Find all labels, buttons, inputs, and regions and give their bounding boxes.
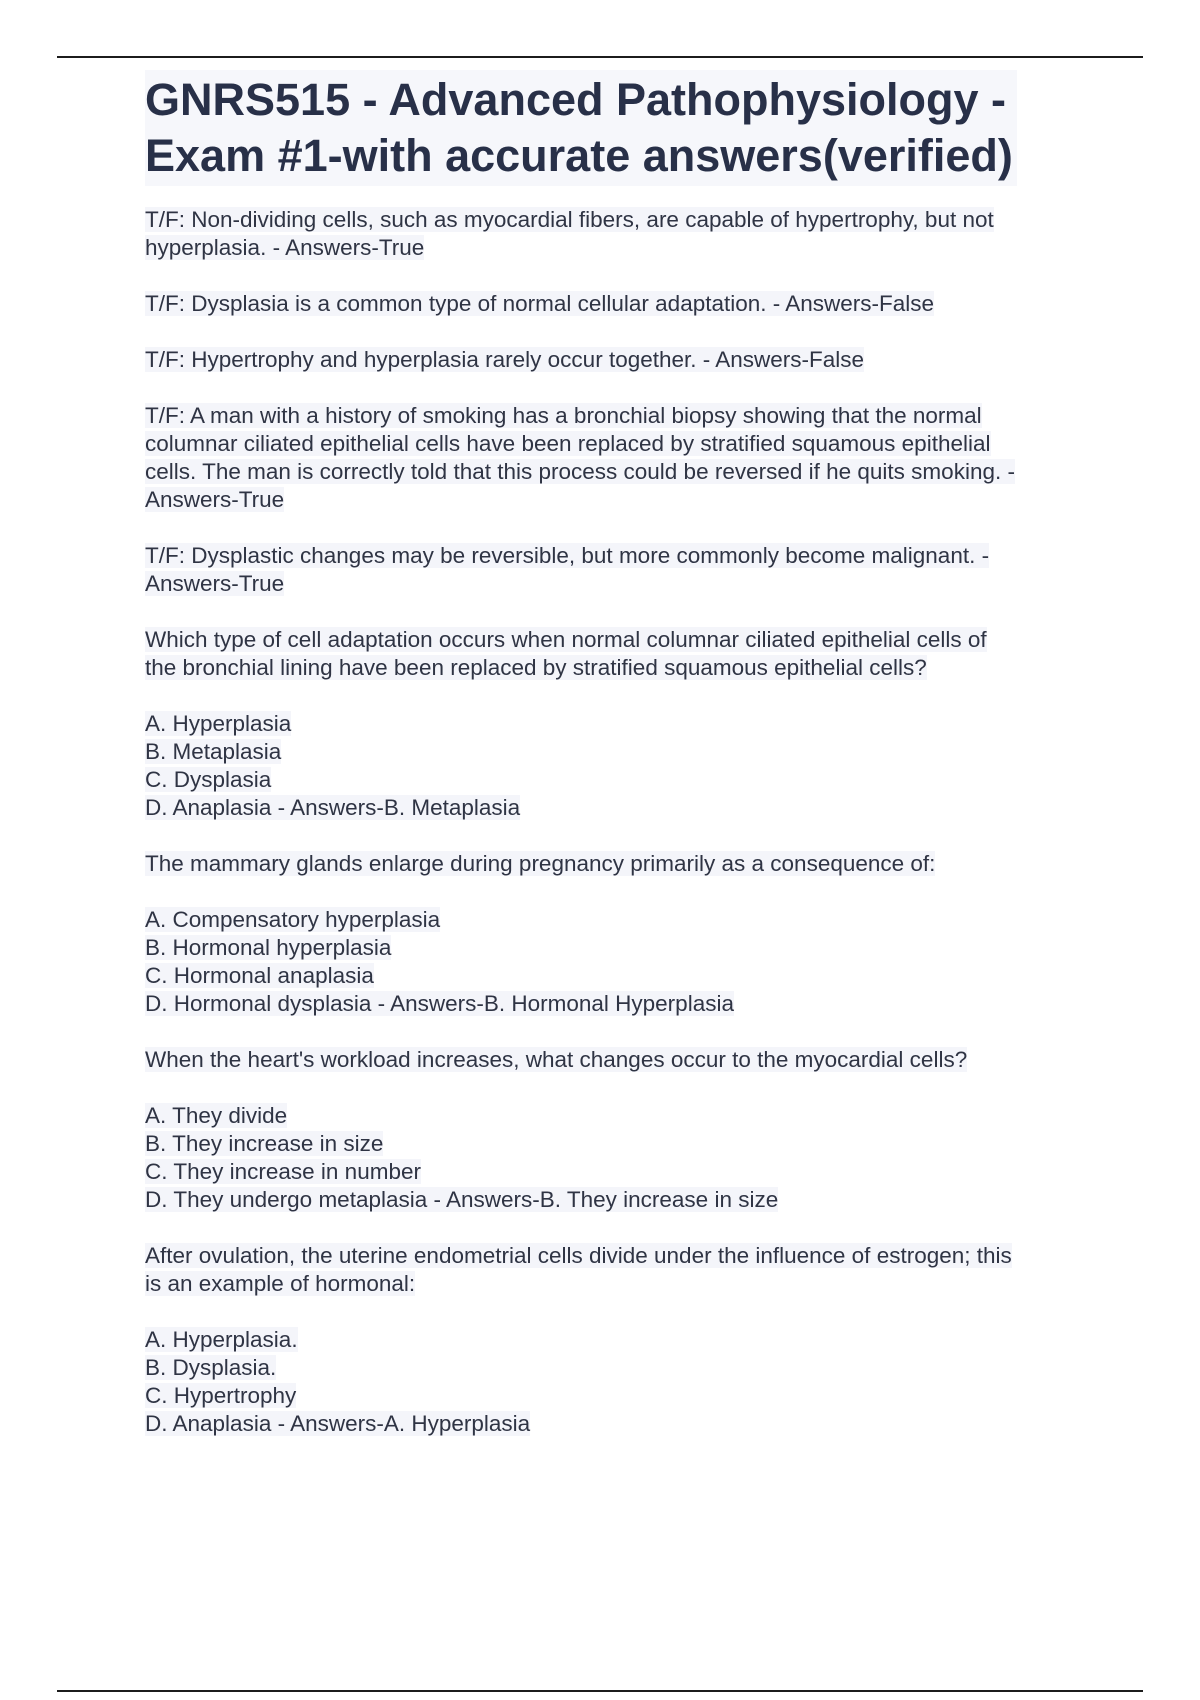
question-1-stem-line-2: the bronchial lining have been replaced by stratified squamous epithelial cells?	[145, 655, 927, 680]
tf-item-2	[145, 290, 1090, 318]
document-body	[145, 70, 1090, 1466]
tf-item-1-line-1: T/F: Non-dividing cells, such as myocardial fibers, are capable of hypertrophy, but not	[145, 207, 994, 232]
tf-item-4-line-3: cells. The man is correctly told that this process could be reversed if he quits smoking. -	[145, 459, 1015, 484]
question-4-option-b: B. Dysplasia.	[145, 1355, 277, 1380]
question-2-stem	[145, 850, 1090, 878]
title-line-2: Exam #1-with accurate answers(verified)	[145, 130, 1013, 181]
tf-item-4-line-2: columnar ciliated epithelial cells have been replaced by stratified squamous epithelial	[145, 431, 991, 456]
tf-item-2-line-1: T/F: Dysplasia is a common type of normal cellular adaptation. - Answers-False	[145, 291, 935, 316]
tf-item-3-line-1: T/F: Hypertrophy and hyperplasia rarely occur together. - Answers-False	[145, 347, 865, 372]
question-1-option-a: A. Hyperplasia	[145, 711, 292, 736]
question-3-option-a: A. They divide	[145, 1103, 288, 1128]
question-3-option-d-answer: D. They undergo metaplasia - Answers-B. They increase in size	[145, 1187, 779, 1212]
bottom-divider	[57, 1690, 1143, 1692]
question-4-stem-line-1: After ovulation, the uterine endometrial cells divide under the influence of estrogen; this	[145, 1243, 1012, 1268]
tf-item-4-line-1: T/F: A man with a history of smoking has a bronchial biopsy showing that the normal	[145, 403, 982, 428]
question-1-option-c: C. Dysplasia	[145, 767, 272, 792]
question-4-option-c: C. Hypertrophy	[145, 1383, 297, 1408]
question-4-options	[145, 1326, 1090, 1438]
tf-item-4-line-4: Answers-True	[145, 487, 285, 512]
document-title	[145, 70, 1017, 186]
question-2-option-d-answer: D. Hormonal dysplasia - Answers-B. Hormonal Hyperplasia	[145, 991, 734, 1016]
question-3-stem	[145, 1046, 1090, 1074]
tf-item-5-line-2: Answers-True	[145, 571, 285, 596]
tf-item-5-line-1: T/F: Dysplastic changes may be reversible, but more commonly become malignant. -	[145, 543, 990, 568]
tf-item-4	[145, 402, 1090, 514]
title-line-1: GNRS515 - Advanced Pathophysiology -	[145, 74, 1006, 125]
question-2-option-c: C. Hormonal anaplasia	[145, 963, 374, 988]
question-1-option-b: B. Metaplasia	[145, 739, 282, 764]
question-4-option-a: A. Hyperplasia.	[145, 1327, 298, 1352]
question-4-option-d-answer: D. Anaplasia - Answers-A. Hyperplasia	[145, 1411, 531, 1436]
question-2-options	[145, 906, 1090, 1018]
question-1-stem-line-1: Which type of cell adaptation occurs when normal columnar ciliated epithelial cells of	[145, 627, 987, 652]
tf-item-5	[145, 542, 1090, 598]
tf-item-1-line-2: hyperplasia. - Answers-True	[145, 235, 425, 260]
question-4-stem	[145, 1242, 1090, 1298]
question-2-option-b: B. Hormonal hyperplasia	[145, 935, 392, 960]
question-1-options	[145, 710, 1090, 822]
question-2-option-a: A. Compensatory hyperplasia	[145, 907, 441, 932]
question-3-stem-line-1: When the heart's workload increases, what changes occur to the myocardial cells?	[145, 1047, 968, 1072]
tf-item-3	[145, 346, 1090, 374]
tf-item-1	[145, 206, 1090, 262]
question-2-stem-line-1: The mammary glands enlarge during pregnancy primarily as a consequence of:	[145, 851, 936, 876]
question-3-options	[145, 1102, 1090, 1214]
top-divider	[57, 56, 1143, 58]
question-3-option-b: B. They increase in size	[145, 1131, 384, 1156]
question-1-stem	[145, 626, 1090, 682]
question-3-option-c: C. They increase in number	[145, 1159, 421, 1184]
question-4-stem-line-2: is an example of hormonal:	[145, 1271, 416, 1296]
question-1-option-d-answer: D. Anaplasia - Answers-B. Metaplasia	[145, 795, 521, 820]
